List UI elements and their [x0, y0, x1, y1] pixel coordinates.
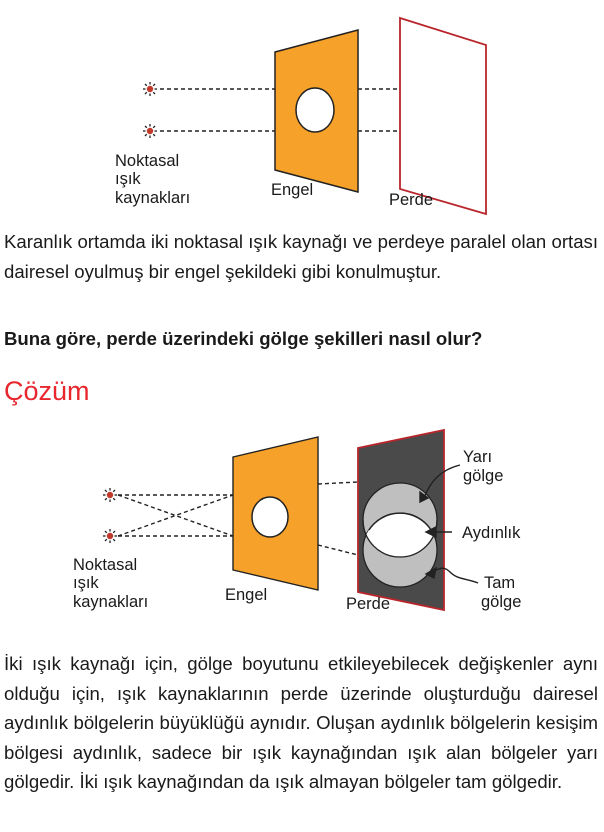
half-shadow-label-line1: Yarı [463, 448, 493, 466]
sources-label-line3: kaynakları [73, 593, 149, 611]
screen-label: Perde [346, 595, 391, 613]
solution-heading: Çözüm [4, 376, 90, 406]
sources-label-line3: kaynakları [115, 189, 191, 207]
light-source-icon [103, 529, 117, 543]
full-shadow-label-line1: Tam [484, 574, 516, 592]
full-shadow-label-line2: gölge [481, 593, 522, 611]
half-shadow-label-line2: gölge [463, 467, 504, 485]
sources-label-line1: Noktasal [73, 556, 138, 574]
screen-plate [400, 18, 486, 214]
barrier-hole [296, 88, 334, 132]
light-source-icon [143, 82, 157, 96]
light-source-icon [103, 488, 117, 502]
figure-solution [0, 420, 604, 630]
barrier-label: Engel [271, 181, 314, 199]
barrier-hole [252, 497, 288, 537]
screen-label: Perde [389, 191, 434, 209]
figure-problem-setup [0, 0, 604, 215]
question-text: Buna göre, perde üzerindeki gölge şekilleri nasıl olur? [4, 328, 483, 349]
lit-label: Aydınlık [462, 524, 521, 542]
sources-label-line2: ışık [73, 574, 99, 592]
barrier-label: Engel [225, 586, 268, 604]
light-source-icon [143, 124, 157, 138]
problem-text: Karanlık ortamda iki noktasal ışık kaynağı ve perdeye paralel olan ortası dairesel oyulmuş bir engel şekildeki gibi konulmuştur. [4, 231, 598, 282]
sources-label-line1: Noktasal [115, 152, 180, 170]
sources-label-line2: ışık [115, 170, 141, 188]
solution-text: İki ışık kaynağı için, gölge boyutunu etkileyebilecek değişkenler aynı olduğu için, ışık kaynaklarının perde üzerinde oluşturduğu dairesel aydınlık bölgelerin büyüklüğü aynıdır. Oluşan aydınlık bölgelerin kesişim bölgesi aydınlık, sadece bir ışık kaynağından ışık alan bölgeler yarı gölgedir. İki ışık kaynağından da ışık almayan bölgeler tam gölgedir. [4, 653, 598, 792]
